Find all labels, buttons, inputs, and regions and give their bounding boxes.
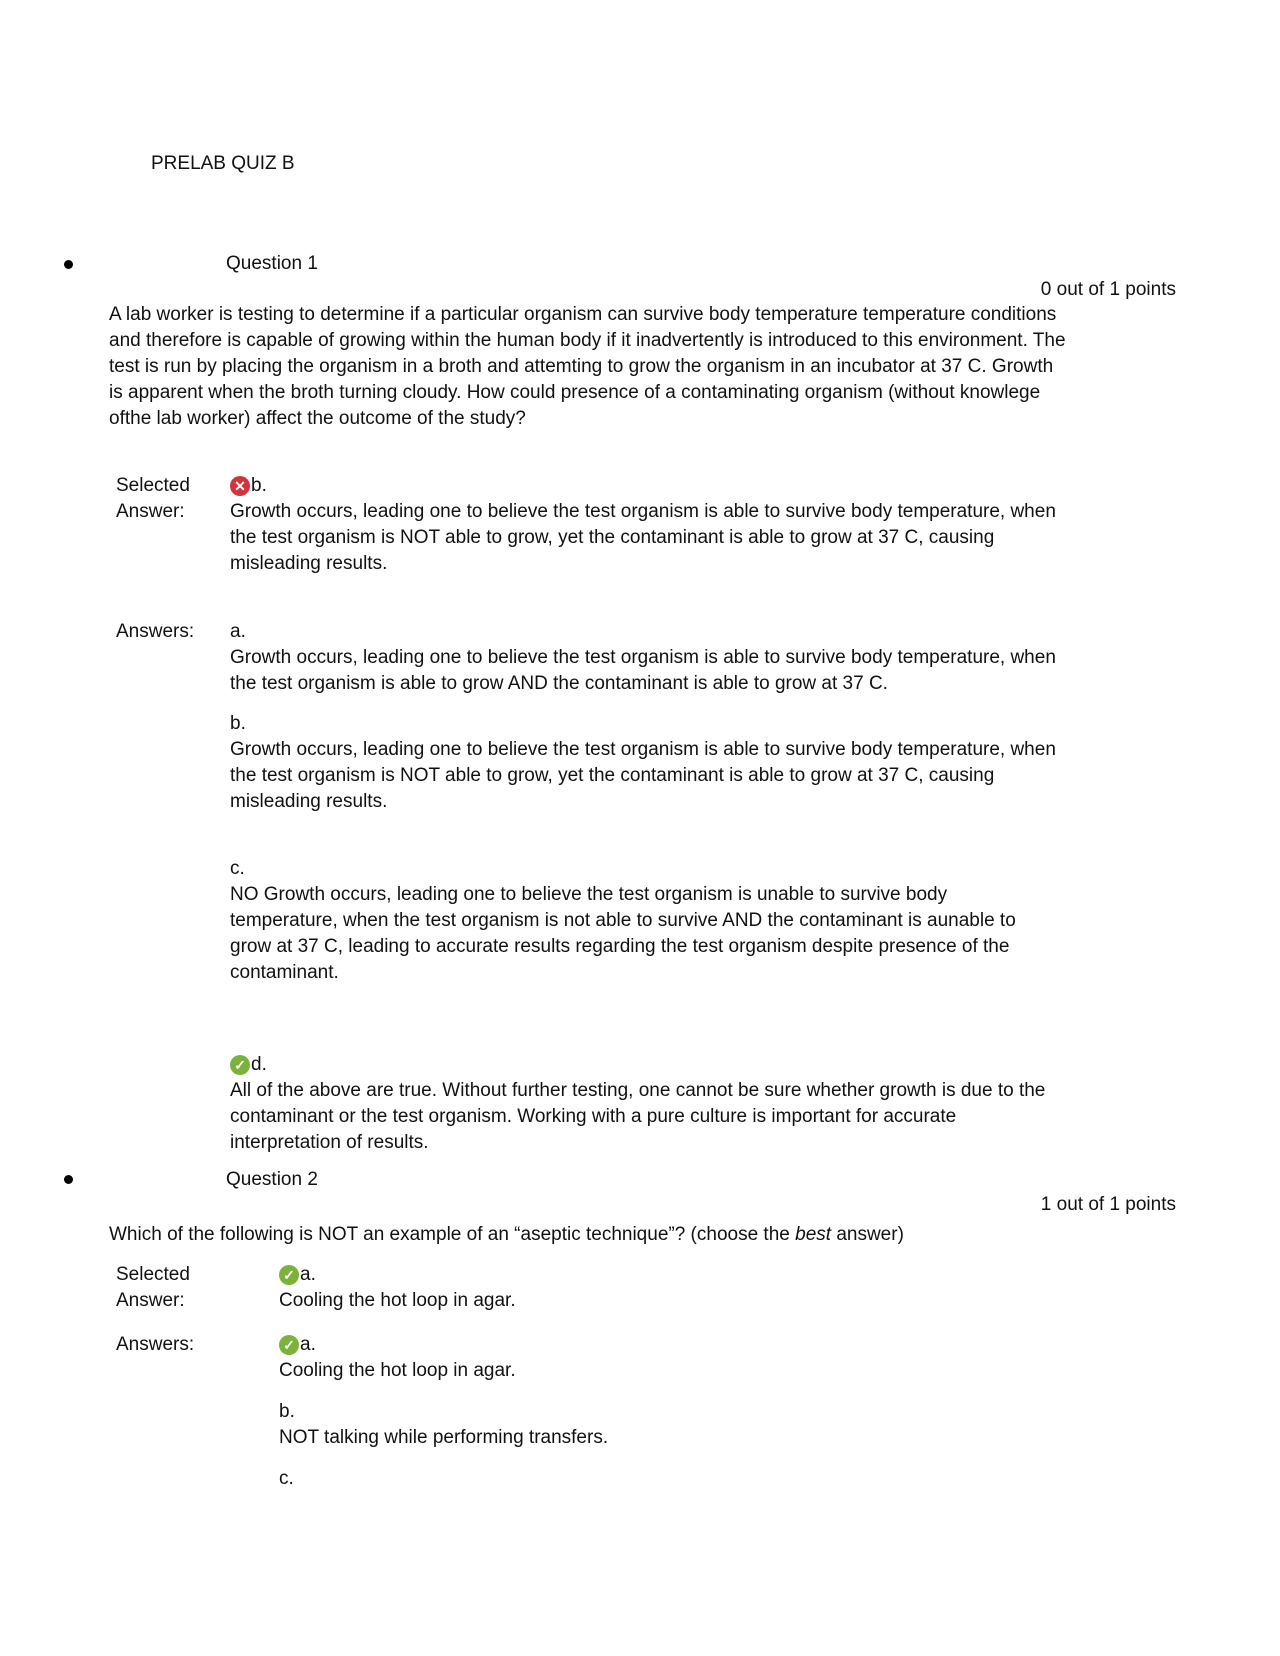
selected-label-line2: Answer:: [116, 1290, 185, 1311]
choice-text: Growth occurs, leading one to believe the test organism is able to survive body temperature, when the test organism is NOT able to grow, yet the contaminant is able to grow at 37 C, causing misleading results.: [230, 501, 1056, 574]
question-2-title: Question 2: [226, 1169, 318, 1190]
choice-letter: a.: [300, 1334, 316, 1355]
selected-label-line1: Selected: [116, 475, 190, 496]
choice-letter: b.: [279, 1401, 295, 1422]
page-title: PRELAB QUIZ B: [151, 153, 295, 174]
choice-letter: b.: [230, 713, 246, 734]
q2-answer-b: [279, 1399, 1109, 1451]
choice-letter: a.: [230, 621, 246, 642]
prompt-text-end: answer): [831, 1224, 904, 1245]
question-1-bullet: [64, 260, 73, 269]
question-2-bullet: [64, 1175, 73, 1184]
q1-answer-a: [230, 619, 1060, 697]
check-icon: ✓: [279, 1335, 299, 1355]
selected-answer-label-2: [116, 1262, 216, 1314]
selected-label-line2: Answer:: [116, 501, 185, 522]
choice-letter: c.: [230, 858, 245, 879]
choice-text: Cooling the hot loop in agar.: [279, 1290, 516, 1311]
q1-answer-b: [230, 711, 1060, 815]
check-icon: ✓: [230, 1055, 250, 1075]
answers-label-2: Answers:: [116, 1334, 195, 1355]
q1-answer-c: [230, 856, 1060, 986]
q1-answer-d: [230, 1052, 1060, 1156]
q2-answer-c: [279, 1466, 1109, 1492]
choice-text: All of the above are true. Without further testing, one cannot be sure whether growth is due to the contaminant or the test organism. Working with a pure culture is important for accurate interpretation of results.: [230, 1080, 1046, 1153]
selected-label-line1: Selected: [116, 1264, 190, 1285]
prompt-text: Which of the following is NOT an example of an “aseptic technique”? (choose the: [109, 1224, 796, 1245]
selected-answer-label: [116, 473, 216, 525]
question-2-prompt: [109, 1222, 1069, 1248]
question-1-prompt: A lab worker is testing to determine if a particular organism can survive body temperature temperature conditions and therefore is capable of growing within the human body if it inadvertently is introduced to this environment. The test is run by placing the organism in a broth and attemting to grow the organism in an incubator at 37 C. Growth is apparent when the broth turning cloudy. How could presence of a contaminating organism (without knowlege ofthe lab worker) affect the outcome of the study?: [109, 304, 1066, 429]
choice-text: NOT talking while performing transfers.: [279, 1427, 609, 1448]
choice-text: Growth occurs, leading one to believe the test organism is able to survive body temperature, when the test organism is able to grow AND the contaminant is able to grow at 37 C.: [230, 647, 1056, 694]
check-icon: ✓: [279, 1265, 299, 1285]
prompt-emphasis: best: [795, 1224, 832, 1245]
choice-letter: b.: [251, 475, 267, 496]
choice-text: Cooling the hot loop in agar.: [279, 1360, 516, 1381]
question-1-title: Question 1: [226, 253, 318, 274]
q2-selected-answer: [279, 1262, 1109, 1314]
choice-text: NO Growth occurs, leading one to believe the test organism is unable to survive body temperature, when the test organism is not able to survive AND the contaminant is aunable to grow at 37 C, leading to accurate results regarding the test organism despite presence of the contaminant.: [230, 884, 1016, 983]
answers-label: Answers:: [116, 621, 195, 642]
x-icon: ✕: [230, 476, 250, 496]
question-1-score: 0 out of 1 points: [1040, 279, 1176, 300]
question-2-score: 1 out of 1 points: [1040, 1194, 1176, 1215]
choice-text: Growth occurs, leading one to believe the test organism is able to survive body temperature, when the test organism is NOT able to grow, yet the contaminant is able to grow at 37 C, causing misleading results.: [230, 739, 1056, 812]
choice-letter: a.: [300, 1264, 316, 1285]
choice-letter: c.: [279, 1468, 294, 1489]
q2-answer-a: [279, 1332, 1109, 1384]
q1-selected-answer: [230, 473, 1060, 577]
choice-letter: d.: [251, 1054, 267, 1075]
